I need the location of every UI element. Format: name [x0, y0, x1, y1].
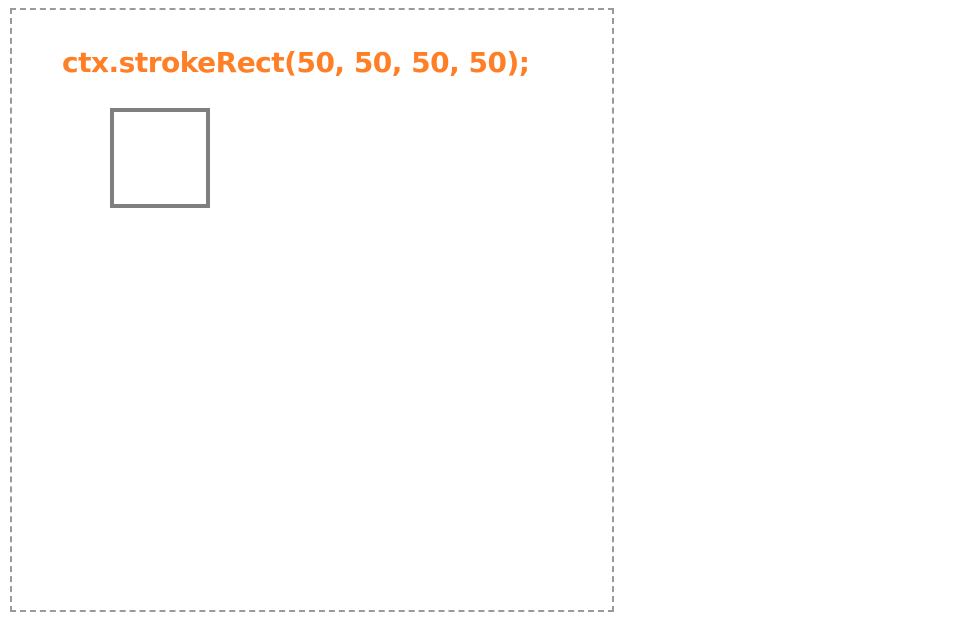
stroked-rectangle	[110, 108, 210, 208]
canvas-frame	[10, 8, 614, 612]
code-label: ctx.strokeRect(50, 50, 50, 50);	[62, 46, 530, 79]
